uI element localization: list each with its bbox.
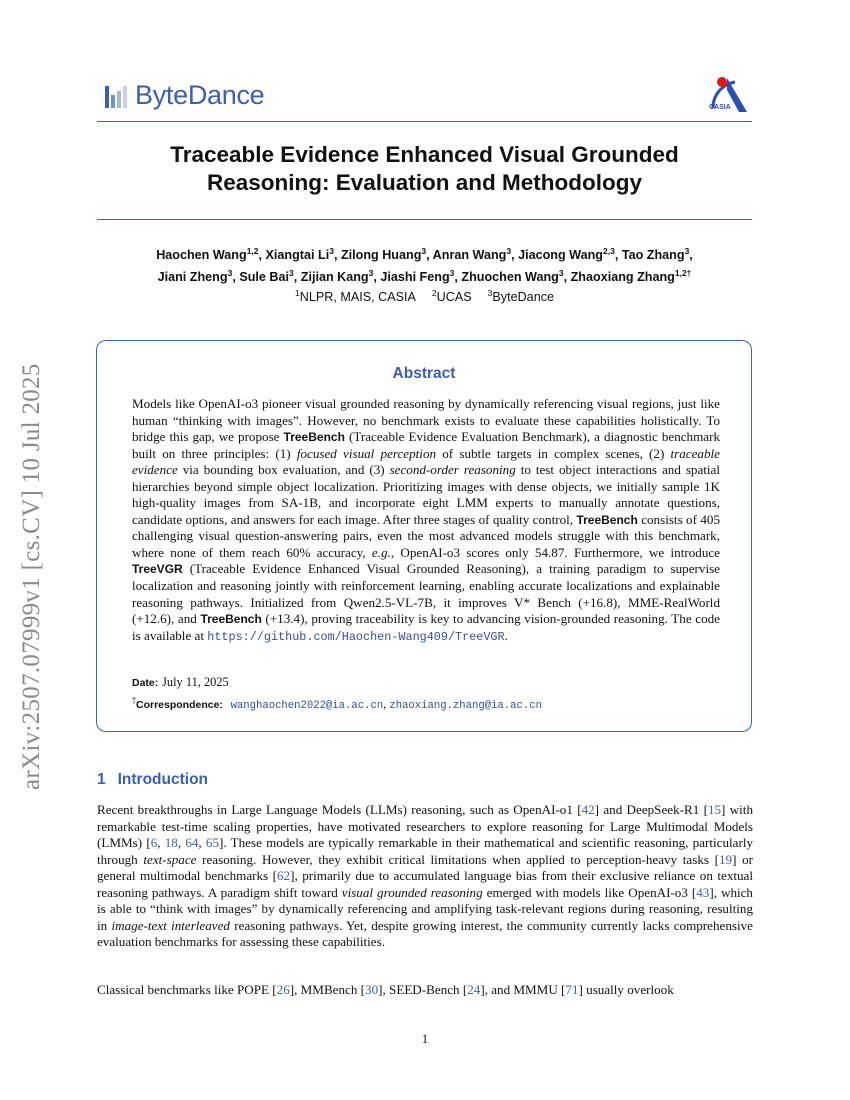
author-affiliation-mark: 3 — [684, 246, 690, 256]
author-name: Zijian Kang — [300, 270, 369, 285]
author-affiliation-mark: 3 — [421, 246, 427, 256]
author-name: Anran Wang — [432, 248, 507, 263]
citation-link[interactable]: 6 — [150, 835, 158, 850]
intro-paragraph-2: Classical benchmarks like POPE [26], MMBench [30], SEED-Bench [24], and MMMU [71] usually overlook — [97, 982, 674, 997]
header-divider — [97, 121, 752, 122]
citation-link[interactable]: 30 — [365, 982, 379, 997]
citation-link[interactable]: 26 — [276, 982, 290, 997]
abstract-box — [96, 340, 752, 732]
affiliation: $^1$NLPR, MAIS, CASIA — [295, 288, 416, 305]
author-affiliation-mark: 3 — [506, 246, 512, 256]
bytedance-logo — [105, 80, 264, 111]
casia-emblem-icon — [705, 72, 751, 116]
author-name: Zhaoxiang Zhang — [570, 270, 675, 285]
paper-title — [97, 141, 752, 197]
affiliation: $^3$ByteDance — [487, 288, 554, 305]
correspondence-row: †Correspondence: wanghaochen2022@ia.ac.cn, zhaoxiang.zhang@ia.ac.cn — [132, 696, 542, 712]
author-name: Jiani Zheng — [157, 270, 228, 285]
treebench-keyword: TreeBench — [283, 430, 345, 445]
bytedance-bars-icon — [105, 84, 127, 108]
citation-link[interactable]: 15 — [707, 802, 722, 817]
author-list: Haochen Wang$^{1,2}$, Xiangtai Li$^3$, Zilong Huang$^3$, Anran Wang$^3$, Jiacong Wang$^{2,3}$, Tao Zhang$^3$, Jiani Zheng$^3$, Sule Bai$^3$, Zijian Kang$^3$, Jiashi Feng$^3$, Zhuochen Wang$^3$, Zhaoxiang Zhang$^{1,2\dagger}$ — [156, 246, 693, 285]
abstract-text: Models like OpenAI-o3 pioneer visual grounded reasoning by dynamically referencing visual regions, just like human “thinking with images”. However, no benchmark exists to evaluate these capabilities holistically. To bridge this gap, we propose TreeBench (Traceable Evidence Evaluation Benchmark), a diagnostic benchmark built on three principles: (1) focused visual perception of subtle targets in complex scenes, (2) traceable evidence via bounding box evaluation, and (3) second-order reasoning to test object interactions and spatial hierarchies beyond simple object localization. Prioritizing images with dense objects, we initially sample 1K high-quality images from SA-1B, and incorporate eight LMM experts to manually annotate questions, candidate options, and answers for each image. After three stages of quality control, TreeBench consists of 405 challenging visual question-answering pairs, even the most advanced models struggle with this benchmark, where none of them reach 60% accuracy, e.g., OpenAI-o3 scores only 54.87. Furthermore, we introduce TreeVGR (Traceable Evidence Enhanced Visual Grounded Reasoning), a training paradigm to supervise localization and reasoning jointly with reinforcement learning, enabling accurate localizations and explainable reasoning pathways. Initialized from Qwen2.5-VL-7B, it improves V* Bench (+16.8), MME-RealWorld (+12.6), and TreeBench (+13.4), proving traceability is key to advancing vision-grounded reasoning. The code is available at https://github.com/Haochen-Wang409/TreeVGR. — [132, 396, 721, 644]
casia-logo — [705, 72, 751, 116]
citation-link[interactable]: 42 — [581, 802, 595, 817]
title-line-1: Traceable Evidence Enhanced Visual Grounded — [170, 142, 679, 167]
treebench-keyword: TreeBench — [576, 512, 638, 527]
arxiv-identifier: arXiv:2507.07999v1 [cs.CV] 10 Jul 2025 — [18, 363, 45, 790]
author-affiliation-mark: 3 — [368, 268, 374, 279]
title-divider — [97, 219, 752, 220]
author-affiliation-mark: 1,2† — [674, 268, 692, 279]
citation-link[interactable]: 18 — [164, 835, 178, 850]
svg-text:CASIA: CASIA — [709, 104, 731, 111]
citation-link[interactable]: 62 — [277, 868, 291, 883]
citation-link[interactable]: 24 — [467, 982, 481, 997]
date-row — [132, 674, 542, 692]
email-link-2[interactable]: zhaoxiang.zhang@ia.ac.cn — [389, 700, 542, 712]
author-name: Jiacong Wang — [518, 248, 603, 263]
author-affiliation-mark: 3 — [227, 268, 233, 279]
correspondence-label: Correspondence: — [136, 699, 223, 711]
author-affiliation-mark: 3 — [329, 246, 334, 256]
citation-link[interactable]: 19 — [718, 851, 733, 867]
date-label: Date: — [132, 677, 159, 689]
citation-link[interactable]: 43 — [696, 884, 710, 900]
citation-link[interactable]: 65 — [205, 835, 220, 850]
abstract-heading: Abstract — [392, 365, 456, 382]
author-name: Zhuochen Wang — [461, 270, 559, 285]
author-affiliation-mark: 3 — [558, 268, 564, 279]
affiliation: $^2$UCAS — [431, 288, 472, 305]
bytedance-wordmark: ByteDance — [135, 80, 265, 110]
author-affiliation-mark: 3 — [289, 268, 294, 279]
author-name: Sule Bai — [239, 270, 290, 285]
author-name: Jiashi Feng — [380, 270, 450, 285]
author-name: Xiangtai Li — [265, 248, 330, 263]
treebench-keyword: TreeBench — [200, 612, 262, 627]
author-name: Tao Zhang — [621, 248, 685, 263]
intro-paragraph-1: Recent breakthroughs in Large Language Models (LLMs) reasoning, such as OpenAI-o1 [42] and DeepSeek-R1 [15] with remarkable test-time scaling properties, have motivated researchers to explore reasoning for Large Multimodal Models (LMMs) [6, 18, 64, 65]. These models are typically remarkable in their mathematical and scientific reasoning, particularly through text-space reasoning. However, they exhibit critical limitations when applied to perception-heavy tasks [19] or general multimodal benchmarks [62], primarily due to accumulated language bias from their exclusive reliance on textual reasoning pathways. A paradigm shift toward visual grounded reasoning emerged with models like OpenAI-o3 [43], which is able to “think with images” by dynamically referencing and amplifying task-relevant regions during reasoning, resulting in image-text interleaved reasoning pathways. Yet, despite growing interest, the community currently lacks comprehensive evaluation benchmarks for assessing these capabilities. — [97, 802, 754, 949]
author-affiliation-mark: 3 — [449, 268, 455, 279]
section-heading-introduction: 1 Introduction — [97, 771, 209, 788]
code-link[interactable]: https://github.com/Haochen-Wang409/TreeVGR — [207, 629, 505, 644]
page-number: 1 — [421, 1031, 429, 1046]
treevgr-keyword: TreeVGR — [132, 562, 183, 577]
author-name: Zilong Huang — [340, 248, 422, 263]
affiliation-list — [97, 288, 752, 304]
citation-link[interactable]: 64 — [185, 835, 199, 850]
author-affiliation-mark: 2,3 — [603, 246, 615, 256]
citation-link[interactable]: 71 — [565, 982, 579, 997]
email-link-1[interactable]: wanghaochen2022@ia.ac.cn — [230, 700, 384, 712]
title-line-2: Reasoning: Evaluation and Methodology — [206, 170, 642, 195]
author-name: Haochen Wang — [156, 248, 247, 263]
paper-meta — [132, 674, 542, 715]
date-value: July 11, 2025 — [162, 675, 229, 689]
author-affiliation-mark: 1,2 — [246, 246, 259, 256]
